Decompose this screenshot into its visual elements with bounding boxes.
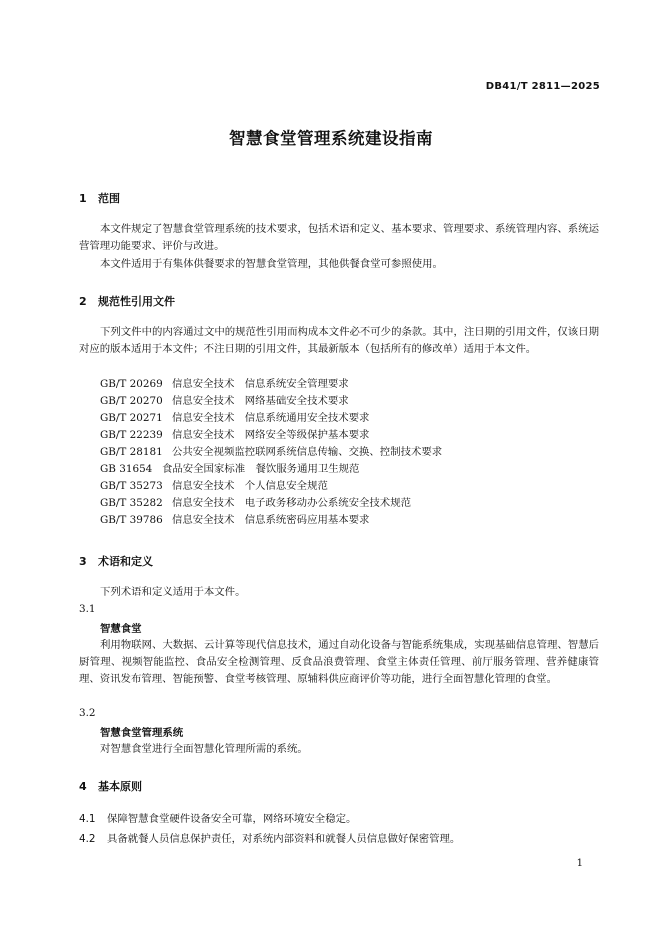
reference-title: 食品安全国家标准 餐饮服务通用卫生规范 xyxy=(162,463,360,475)
clause-text: 具备就餐人员信息保护责任，对系统内部资料和就餐人员信息做好保密管理。 xyxy=(107,833,461,845)
term-definition: 对智慧食堂进行全面智慧化管理所需的系统。 xyxy=(100,743,308,755)
reference-code: GB/T 39786 xyxy=(100,514,163,526)
section-4-heading xyxy=(79,778,142,794)
section-number: 3 xyxy=(79,555,87,568)
reference-item xyxy=(100,376,349,393)
term-number: 3.1 xyxy=(79,603,96,615)
reference-item xyxy=(100,495,411,512)
term-name: 智慧食堂管理系统 xyxy=(100,727,184,739)
section-title: 基本原则 xyxy=(98,780,142,793)
term-number: 3.2 xyxy=(79,707,96,719)
term-name: 智慧食堂 xyxy=(100,623,142,635)
term-definition: 利用物联网、大数据、云计算等现代信息技术，通过自动化设备与智能系统集成，实现基础信息管理、智慧后厨管理、视频智能监控、食品安全检测管理、反食品浪费管理、食堂主体责任管理、前厅服务管理、营养健康管理、资讯发布管理、智能预警、食堂考核管理、原辅料供应商评价等功能，进行全面智慧化管理的食堂。 xyxy=(79,639,599,685)
reference-item xyxy=(100,393,349,410)
section-number: 1 xyxy=(79,192,87,205)
reference-title: 信息安全技术 网络基础安全技术要求 xyxy=(172,395,349,407)
section-2-heading xyxy=(79,293,175,309)
reference-title: 信息安全技术 信息系统密码应用基本要求 xyxy=(172,514,370,526)
reference-code: GB 31654 xyxy=(100,463,153,475)
section-number: 2 xyxy=(79,295,87,308)
document-title: 智慧食堂管理系统建设指南 xyxy=(229,129,433,148)
scope-paragraph-1: 本文件规定了智慧食堂管理系统的技术要求，包括术语和定义、基本要求、管理要求、系统管理内容、系统运营管理功能要求、评价与改进。 xyxy=(79,223,599,252)
reference-item xyxy=(100,410,369,427)
reference-title: 信息安全技术 电子政务移动办公系统安全技术规范 xyxy=(172,497,411,509)
reference-code: GB/T 20270 xyxy=(100,395,163,407)
reference-item xyxy=(100,427,369,444)
reference-item xyxy=(100,478,328,495)
reference-code: GB/T 28181 xyxy=(100,446,163,458)
reference-item xyxy=(100,461,359,478)
principle-item xyxy=(79,830,460,845)
reference-code: GB/T 22239 xyxy=(100,429,163,441)
clause-number: 4.2 xyxy=(79,833,96,845)
clause-text: 保障智慧食堂硬件设备安全可靠，网络环境安全稳定。 xyxy=(107,813,357,825)
reference-code: GB/T 35273 xyxy=(100,480,163,492)
reference-title: 信息安全技术 个人信息安全规范 xyxy=(172,480,328,492)
page-number: 1 xyxy=(576,858,583,869)
reference-title: 公共安全视频监控联网系统信息传输、交换、控制技术要求 xyxy=(172,446,443,458)
terms-intro: 下列术语和定义适用于本文件。 xyxy=(100,586,246,598)
reference-code: GB/T 20271 xyxy=(100,412,163,424)
reference-item xyxy=(100,512,369,529)
references-intro: 下列文件中的内容通过文中的规范性引用而构成本文件必不可少的条款。其中，注日期的引用文件，仅该日期对应的版本适用于本文件；不注日期的引用文件，其最新版本（包括所有的修改单）适用于本文件。 xyxy=(79,326,599,355)
document-code: DB41/T 2811—2025 xyxy=(485,81,600,92)
clause-number: 4.1 xyxy=(79,813,96,825)
reference-code: GB/T 35282 xyxy=(100,497,163,509)
scope-paragraph-2: 本文件适用于有集体供餐要求的智慧食堂管理，其他供餐食堂可参照使用。 xyxy=(100,258,443,270)
principle-item xyxy=(79,810,356,825)
reference-item xyxy=(100,444,442,461)
section-number: 4 xyxy=(79,780,87,793)
reference-title: 信息安全技术 信息系统安全管理要求 xyxy=(172,378,349,390)
section-3-heading xyxy=(79,553,153,569)
section-1-heading xyxy=(79,190,120,206)
section-title: 术语和定义 xyxy=(98,555,153,568)
reference-title: 信息安全技术 网络安全等级保护基本要求 xyxy=(172,429,370,441)
section-title: 规范性引用文件 xyxy=(98,295,175,308)
reference-title: 信息安全技术 信息系统通用安全技术要求 xyxy=(172,412,370,424)
section-title: 范围 xyxy=(98,192,120,205)
reference-code: GB/T 20269 xyxy=(100,378,163,390)
